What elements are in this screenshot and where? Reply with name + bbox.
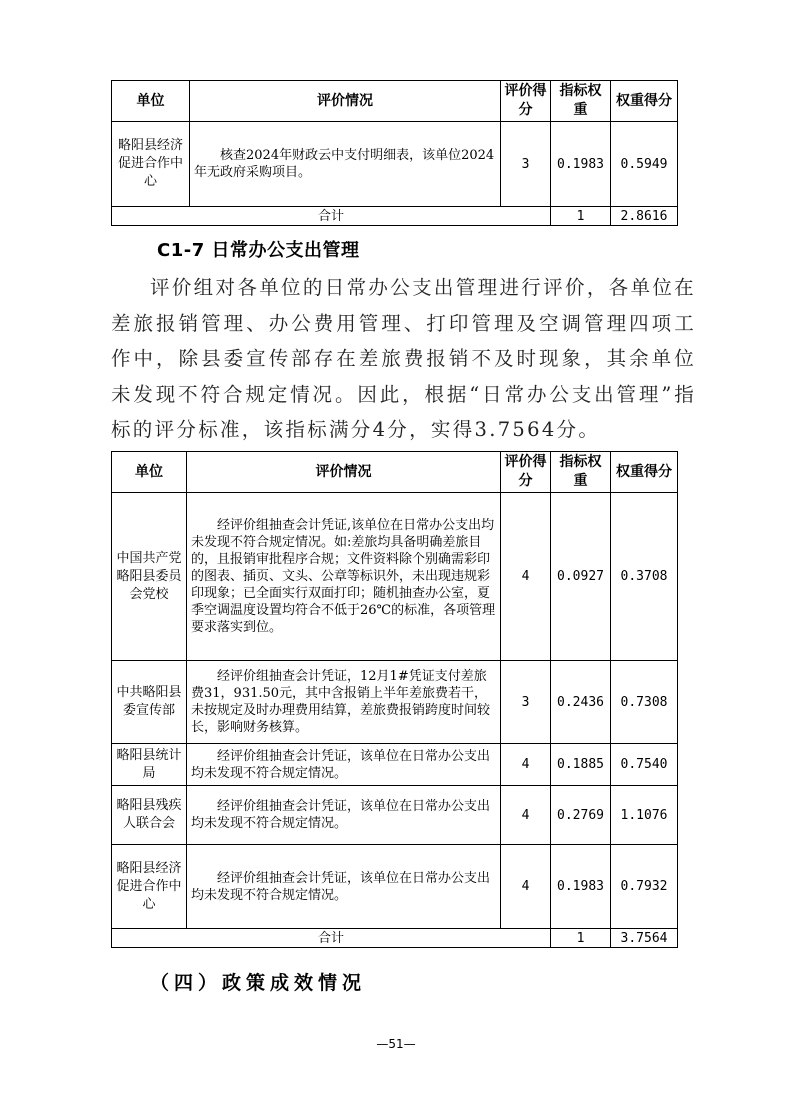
score-cell: 4 — [501, 845, 551, 929]
col-header-score: 评价得分 — [501, 81, 551, 122]
unit-cell: 略阳县经济促进合作中心 — [112, 122, 190, 207]
col-header-weight: 指标权重 — [551, 452, 611, 493]
col-header-evaluation: 评价情况 — [187, 452, 501, 493]
page-number: —51— — [376, 1037, 416, 1051]
table-row — [112, 493, 678, 661]
col-header-unit: 单位 — [112, 452, 187, 493]
unit-cell: 略阳县统计局 — [112, 744, 187, 786]
table-row — [112, 122, 678, 207]
evaluation-cell: 经评价组抽查会计凭证,该单位在日常办公支出均未发现不符合规定情况。如:差旅均具备明确差旅目的，且报销审批程序合规；文件资料除个别确需彩印的图表、插页、文头、公章等标识外，未出现违规彩印现象；已全面实行双面打印；随机抽查办公室，夏季空调温度设置均符合不低于26℃的标准，各项管理要求落实到位。 — [187, 493, 501, 661]
col-header-weighted-score: 权重得分 — [611, 452, 678, 493]
weighted-score-cell: 0.3708 — [611, 493, 678, 661]
total-weight: 1 — [551, 929, 611, 948]
total-label: 合计 — [112, 207, 551, 226]
score-cell: 4 — [501, 493, 551, 661]
table-office-expense — [111, 451, 678, 948]
col-header-score: 评价得分 — [501, 452, 551, 493]
weight-cell: 0.1983 — [551, 122, 611, 207]
weighted-score-cell: 0.7308 — [611, 661, 678, 744]
unit-cell: 略阳县残疾人联合会 — [112, 786, 187, 845]
table-header-row — [112, 81, 678, 122]
unit-cell: 中共略阳县委宣传部 — [112, 661, 187, 744]
unit-cell: 中国共产党略阳县委员会党校 — [112, 493, 187, 661]
weight-cell: 0.2769 — [551, 786, 611, 845]
total-row — [112, 929, 678, 948]
weight-cell: 0.2436 — [551, 661, 611, 744]
evaluation-cell: 核查2024年财政云中支付明细表，该单位2024年无政府采购项目。 — [190, 122, 501, 207]
unit-cell: 略阳县经济促进合作中心 — [112, 845, 187, 929]
table-row — [112, 661, 678, 744]
evaluation-cell: 经评价组抽查会计凭证，该单位在日常办公支出均未发现不符合规定情况。 — [187, 744, 501, 786]
total-weighted-score: 2.8616 — [611, 207, 678, 226]
col-header-weighted-score: 权重得分 — [611, 81, 678, 122]
table-row — [112, 786, 678, 845]
weight-cell: 0.1885 — [551, 744, 611, 786]
evaluation-cell: 经评价组抽查会计凭证，12月1#凭证支付差旅费31，931.50元，其中含报销上半年差旅费若干，未按规定及时办理费用结算，差旅费报销跨度时间较长，影响财务核算。 — [187, 661, 501, 744]
weighted-score-cell: 0.7932 — [611, 845, 678, 929]
total-weighted-score: 3.7564 — [611, 929, 678, 948]
section-heading-policy-effect: （四）政策成效情况 — [150, 972, 367, 994]
total-row — [112, 207, 678, 226]
score-cell: 4 — [501, 744, 551, 786]
score-cell: 4 — [501, 786, 551, 845]
score-cell: 3 — [501, 122, 551, 207]
table-row — [112, 744, 678, 786]
weighted-score-cell: 0.7540 — [611, 744, 678, 786]
table-row — [112, 845, 678, 929]
evaluation-cell: 经评价组抽查会计凭证，该单位在日常办公支出均未发现不符合规定情况。 — [187, 845, 501, 929]
score-cell: 3 — [501, 661, 551, 744]
evaluation-cell: 经评价组抽查会计凭证，该单位在日常办公支出均未发现不符合规定情况。 — [187, 786, 501, 845]
col-header-evaluation: 评价情况 — [190, 81, 501, 122]
body-paragraph: 评价组对各单位的日常办公支出管理进行评价，各单位在差旅报销管理、办公费用管理、打印管理及空调管理四项工作中，除县委宣传部存在差旅费报销不及时现象，其余单位未发现不符合规定情况。因此，根据“日常办公支出管理”指标的评分标准，该指标满分4分，实得3.7564分。 — [111, 276, 696, 441]
table-budget-procurement — [111, 80, 678, 226]
weighted-score-cell: 1.1076 — [611, 786, 678, 845]
weight-cell: 0.1983 — [551, 845, 611, 929]
weight-cell: 0.0927 — [551, 493, 611, 661]
section-heading-c1-7: C1-7 日常办公支出管理 — [157, 240, 360, 261]
total-label: 合计 — [112, 929, 551, 948]
col-header-weight: 指标权重 — [551, 81, 611, 122]
table-header-row — [112, 452, 678, 493]
total-weight: 1 — [551, 207, 611, 226]
col-header-unit: 单位 — [112, 81, 190, 122]
weighted-score-cell: 0.5949 — [611, 122, 678, 207]
